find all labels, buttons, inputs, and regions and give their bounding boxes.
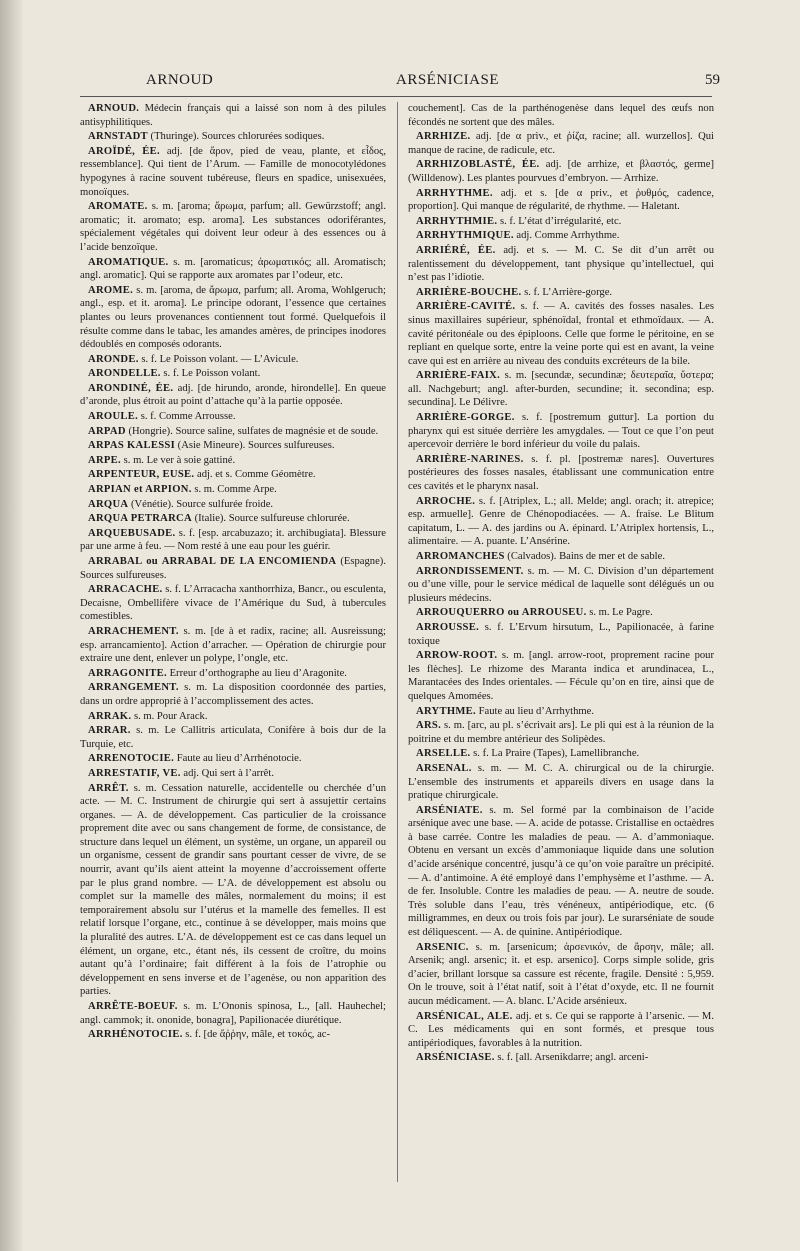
dictionary-entry [80, 145, 386, 199]
dictionary-entry [408, 804, 714, 940]
entry-definition: s. m. [aroma; ἄρωμα, parfum; all. Gewürzstoff; angl. aromatic; it. aromato; esp. aroma]. Les substances odoriférantes, spécialement végétales qui doivent leur odeur à des essences ou à l’acide benzoïque. [80, 201, 386, 253]
dictionary-entry [408, 606, 714, 620]
entry-headword: ARSENAL. [416, 762, 472, 774]
dictionary-entry [80, 382, 386, 409]
dictionary-entry [80, 367, 386, 381]
entry-headword: ARRIÈRE-BOUCHE. [416, 286, 522, 298]
entry-definition: s. f. La Praire (Tapes), Lamellibranche. [470, 748, 640, 760]
entry-definition: s. f. [esp. arcabuzazo; it. archibugiata]. Blessure par une arme à feu. — Nom resté à une eau pour les guérir. [80, 527, 386, 553]
entry-definition: s. f. pl. [postremæ nares]. Ouvertures postérieures des fosses nasales, établissant une communication entre ces cavités et le pharynx nasal. [408, 453, 714, 493]
dictionary-entry [408, 229, 714, 243]
right-column [408, 102, 714, 1066]
entry-definition: Faute au lieu d’Arrhénotocie. [174, 753, 302, 765]
dictionary-entry [80, 130, 386, 144]
entry-definition: (Calvados). Bains de mer et de sable. [504, 551, 665, 562]
page-number: 59 [705, 72, 720, 88]
entry-headword: ARRABAL ou ARRABAL DE LA ENCOMIENDA [88, 556, 337, 567]
entry-headword: ARRAR. [88, 725, 131, 737]
dictionary-entry [80, 102, 386, 129]
dictionary-entry [80, 625, 386, 666]
header-rule [80, 96, 712, 97]
entry-headword: ARYTHME. [416, 705, 476, 717]
dictionary-entry [408, 649, 714, 703]
dictionary-entry [408, 300, 714, 368]
entry-definition: couchement]. Cas de la parthénogenèse dans lequel des œufs non fécondés ne sortent que des mâles. [408, 103, 714, 128]
entry-definition: s. m. — M. C. A. chirurgical ou de la chirurgie. L’ensemble des instruments et appareils divers en usage dans la pratique chirurgicale. [408, 762, 714, 802]
entry-headword: AROMATIQUE. [88, 256, 169, 268]
header-right-guideword: ARSÉNICIASE [396, 72, 500, 88]
entry-headword: ARQUEBUSADE. [88, 527, 176, 539]
entry-definition: s. m. Le ver à soie gattiné. [121, 454, 236, 466]
entry-definition: s. m. Sel formé par la combinaison de l’acide arsénique avec une base. — A. acide de potasse. Cristallise en octaèdres à base carrée. Contre les maladies de peau. — A. d’ammoniaque. Obtenu en versant un excès d’ammoniaque liquide dans une solution d’acide arsénique concentré, jusqu’à ce qu’on voie paraître un précipité. — A. d’antimoine. A été employé dans l’emphysème et l’asthme. — A. de fer. Insoluble. Contre les maladies de peau. — A. neutre de soude. Très soluble dans l’eau, très vénéneux, antipériodique, etc. (6 milligrammes, en deux ou trois fois par jour). Le surarséniate de soude est déliquescent. — A. de quinine. Antipériodique. [408, 804, 714, 939]
entry-headword: ARPAD [88, 425, 126, 437]
entry-headword: ARRIÈRE-GORGE. [416, 412, 515, 424]
dictionary-entry [80, 681, 386, 708]
entry-definition: s. f. — A. cavités des fosses nasales. Les sinus maxillaires supérieur, sphénoïdal, frontal et ethmoïdaux. — A. cavité péritonéale ou des épiploons. Celle que forme le péritoine, en se repliant en quelque sorte, entre la veine porte qui est en avant, la veine cave qui est en arrière au niveau des conduits excréteurs de la bile. [408, 301, 714, 367]
entry-headword: ARONDE. [88, 353, 139, 365]
dictionary-entry [80, 439, 386, 453]
dictionary-entry [80, 583, 386, 624]
entry-headword: ARNSTADT [88, 131, 148, 143]
dictionary-entry [408, 565, 714, 606]
dictionary-entry [80, 498, 386, 512]
entry-headword: ARRACHEMENT. [88, 625, 179, 637]
dictionary-entry [408, 215, 714, 229]
entry-definition: s. m. [arc, au pl. s’écrivait ars]. Le pli qui est à la réunion de la poitrine et du membre antérieur des Solipèdes. [408, 720, 714, 745]
entry-headword: ARONDELLE. [88, 368, 161, 380]
dictionary-entry [80, 782, 386, 1000]
entry-definition: Faute au lieu d’Arrhythme. [476, 705, 594, 717]
entry-definition: s. m. L’Ononis spinosa, L., [all. Hauhechel; angl. cammok; it. ononide, bonagra], Papilionacée diurétique. [80, 1001, 386, 1026]
entry-definition: adj. Comme Arrhythme. [513, 230, 620, 242]
entry-headword: ARSÉNIATE. [416, 804, 483, 816]
dictionary-entry [80, 527, 386, 554]
entry-headword: ARRHÉNOTOCIE. [88, 1029, 183, 1041]
entry-definition: s. m. [de à et radix, racine; all. Ausreissung; esp. arrancamiento]. Action d’arracher. — Opération de chirurgie pour extraire une dent, enlever un polype, l’ongle, etc. [80, 625, 386, 665]
entry-headword: ARRIÈRE-CAVITÉ. [416, 301, 516, 313]
entry-headword: ARRONDISSEMENT. [416, 565, 524, 577]
dictionary-entry [80, 468, 386, 482]
dictionary-entry [408, 244, 714, 285]
entry-definition: adj. Qui sert à l’arrêt. [180, 767, 274, 779]
entry-headword: AROULE. [88, 411, 139, 423]
entry-headword: AROME. [88, 284, 134, 296]
entry-definition: adj. et s. [de α priv., et ῥυθμός, cadence, proportion]. Qui manque de régularité, de rhythme. — Haletant. [408, 187, 714, 213]
entry-headword: ARSÉNICIASE. [416, 1052, 495, 1064]
entry-headword: ARRACACHE. [88, 584, 163, 596]
entry-definition: Erreur d’orthographe au lieu d’Aragonite. [166, 667, 347, 679]
entry-definition: s. m. Le Callitris articulata, Conifère à bois dur de la Turquie, etc. [80, 725, 386, 750]
dictionary-entry [408, 453, 714, 494]
dictionary-entry [408, 747, 714, 761]
dictionary-entry [408, 941, 714, 1009]
dictionary-entry [80, 353, 386, 367]
dictionary-entry [80, 667, 386, 681]
column-divider [397, 102, 398, 1182]
entry-definition: adj. et s. Ce qui se rapporte à l’arsenic. — M. C. Les médicaments qui en sont formés, et presque tous antipériodiques, favorables à la nutrition. [408, 1010, 714, 1049]
entry-headword: ARROCHE. [416, 495, 476, 507]
dictionary-entry [80, 284, 386, 352]
entry-headword: ARRÊTE-BOEUF. [88, 1001, 178, 1012]
running-header [80, 72, 720, 98]
dictionary-entry [80, 1028, 386, 1042]
dictionary-entry [408, 411, 714, 452]
dictionary-entry [80, 752, 386, 766]
dictionary-entry [408, 621, 714, 648]
entry-headword: ARRIÉRÉ, ÉE. [416, 244, 496, 256]
entry-definition: (Espagne). Sources sulfureuses. [80, 556, 386, 581]
entry-headword: ARQUA PETRARCA [88, 513, 192, 525]
entry-headword: ARPAS KALESSI [88, 440, 176, 452]
entry-headword: AROÏDÉ, ÉE. [88, 145, 160, 157]
dictionary-entry [80, 425, 386, 439]
entry-headword: ARPIAN et ARPION. [88, 484, 192, 496]
entry-definition: s. f. Le Poisson volant. — L’Avicule. [138, 353, 299, 365]
entry-headword: ARSÉNICAL, ALE. [416, 1010, 513, 1022]
dictionary-entry [408, 762, 714, 803]
entry-headword: ARPE. [88, 454, 121, 466]
dictionary-entry [80, 512, 386, 526]
entry-headword: ARNOUD. [88, 103, 140, 114]
entry-headword: ARRIÈRE-FAIX. [416, 370, 501, 382]
entry-headword: ARROUSSE. [416, 621, 480, 633]
dictionary-entry [80, 256, 386, 283]
dictionary-entry [80, 483, 386, 497]
entry-definition: (Hongrie). Source saline, sulfates de magnésie et de soude. [125, 425, 379, 437]
entry-definition: (Thuringe). Sources chlorurées sodiques. [147, 131, 325, 143]
entry-headword: ARSENIC. [416, 941, 469, 953]
dictionary-entry [408, 369, 714, 410]
header-left-guideword: ARNOUD [146, 72, 214, 88]
dictionary-entry [80, 724, 386, 751]
dictionary-entry [408, 1051, 714, 1065]
entry-definition: adj. et s. — M. C. Se dit d’un arrêt ou ralentissement du développement, tant physique qu’intellectuel, qui n’est pas l’idiotie. [408, 244, 714, 284]
entry-headword: ARPENTEUR, EUSE. [88, 469, 195, 481]
entry-definition: Médecin français qui a laissé son nom à des pilules antisyphilitiques. [80, 103, 386, 128]
entry-definition: s. f. Le Poisson volant. [160, 368, 261, 380]
dictionary-entry [80, 200, 386, 254]
entry-headword: ARRÊT. [88, 782, 129, 794]
dictionary-entry [80, 454, 386, 468]
dictionary-entry [80, 1000, 386, 1027]
dictionary-entry [408, 705, 714, 719]
entry-headword: ARRAK. [88, 710, 132, 722]
dictionary-entry [80, 767, 386, 781]
entry-headword: ARQUA [88, 498, 129, 510]
entry-definition: s. m. Cessation naturelle, accidentelle ou cherchée d’un acte. — M. C. Instrument de chirurgie qui sert à assujettir certains organes. — A. de développement. Cas particulier de la croissance proprement dite avec ou sans changement de forme, de consistance, de structure dans lequel un élément, un système, un organe, un appareil ou un organisme, cessent de grandir sans pourtant cesser de vivre, de se nourrir, avant qu’ils aient atteint la moyenne d’accroissement offerte par le plus grand nombre. — L’A. de développement est absolu ou complet sur la mamelle des mâles, normalement du moins; il est temporairement absolu sur l’utérus et la mamelle des femelles. Il est relatif lorsque l’organe, etc., continue à se développer, mais moins que la pluralité des autres. L’A. de développement est ce cas dans lequel un élément, un organe, etc., étant nés, ils cessent de croître, du moins autant qu’à l’ordinaire; fait différent à la fois de l’atrophie ou développement en sens inverse et de l’agenèse, ou non apparition des parties. [80, 782, 386, 998]
entry-definition: s. f. [all. Arsenikdarre; angl. arceni- [494, 1052, 649, 1064]
entry-definition: s. m. [secundæ, secundinæ; δευτεραῖα, ὕστερα; all. Nachgeburt; angl. after-burden, secundine; it. secondina; esp. secundina]. Le Délivre. [408, 370, 714, 409]
entry-definition: adj. et s. Comme Géomètre. [194, 469, 316, 481]
dictionary-entry [408, 495, 714, 549]
entry-definition: adj. [de α priv., et ῥίζα, racine; all. wurzellos]. Qui manque de racine, de radicule, etc. [408, 131, 714, 156]
entry-definition: s. f. L’Ervum hirsutum, L., Papilionacée, à farine toxique [408, 621, 714, 647]
entry-headword: ARROW-ROOT. [416, 650, 498, 662]
entry-headword: ARRAGONITE. [88, 667, 167, 679]
entry-definition: s. m. Comme Arpe. [191, 484, 277, 496]
dictionary-entry [408, 1010, 714, 1051]
entry-definition: s. m. — M. C. Division d’un département ou d’une ville, pour le service médical de laquelle sont délégués un ou plusieurs médecins. [408, 565, 714, 604]
entry-definition: s. m. [aromaticus; ἀρωματικός; all. Aromatisch; angl. aromatic]. Qui se rapporte aux aromates par l’odeur, etc. [80, 256, 386, 282]
dictionary-entry [408, 719, 714, 746]
entry-definition: s. f. L’Arrière-gorge. [521, 286, 613, 298]
entry-headword: AROMATE. [88, 201, 148, 213]
entry-definition: adj. [de ἄρον, pied de veau, plante, et εἶδος, ressemblance]. Qui tient de l’Arum. — Famille de monocotylédones hypogynes à racine souvent tubéreuse, fleurs en spadice, unisexuées, monoïques. [80, 145, 386, 198]
entry-definition: s. m. La disposition coordonnée des parties, dans un ordre approprié à l’accomplissement des actes. [80, 682, 386, 707]
entry-definition: adj. [de arrhize, et βλαστός, germe] (Willdenow). Les plantes pourvues d’embryon. — Arrhize. [408, 159, 715, 184]
page-binding-edge [0, 0, 22, 1251]
entry-headword: ARRIÈRE-NARINES. [416, 453, 524, 465]
dictionary-entry [408, 286, 714, 300]
entry-definition: s. m. [arsenicum; ἀρσενικόν, de ἄρσην, mâle; all. Arsenik; angl. arsenic; it. et esp. arsenico]. Corps simple solide, gris d’acier, brillant lorsque sa cassure est récente, fragile. Densité : 5,959. On le trouve, soit à l’état natif, soit à l’état d’oxyde, etc. Il ne fournit aucun médicament. — A. blanc. L’Acide arsénieux. [408, 941, 714, 1007]
entry-headword: ARRHYTHME. [416, 187, 493, 199]
entry-headword: ARROUQUERRO ou ARROUSEU. [416, 607, 587, 619]
entry-headword: ARONDINÉ, ÉE. [88, 382, 174, 394]
entry-headword: ARRESTATIF, VE. [88, 767, 181, 779]
entry-headword: ARSELLE. [416, 748, 471, 760]
entry-definition: s. f. L’état d’irrégularité, etc. [497, 215, 622, 227]
entry-headword: ARRANGEMENT. [88, 682, 179, 694]
entry-definition: s. m. Pour Arack. [131, 710, 208, 722]
entry-headword: ARS. [416, 720, 442, 732]
entry-headword: ARRHIZE. [416, 131, 471, 143]
dictionary-entry [408, 102, 714, 129]
entry-definition: (Vénétie). Source sulfurée froide. [128, 498, 274, 510]
entry-definition: s. f. [postremum guttur]. La portion du pharynx qui est située derrière les amygdales. — Tout ce que l’on peut apercevoir derrière le bord inférieur du voile du palais. [408, 412, 714, 451]
entry-headword: ARRHYTHMIQUE. [416, 230, 514, 242]
entry-definition: (Asie Mineure). Sources sulfureuses. [175, 440, 335, 452]
entry-definition: (Italie). Source sulfureuse chlorurée. [191, 513, 350, 525]
dictionary-entry [80, 555, 386, 582]
entry-definition: s. f. Comme Arrousse. [138, 411, 236, 423]
entry-definition: s. m. [angl. arrow-root, proprement racine pour les flèches]. Le rhizome des Maranta indica et arundinacea, L., Marantacées des Indes orientales. — Fécule qu’on en tire, ainsi que de quelques Amomées. [408, 650, 714, 702]
entry-definition: s. f. [de ἄῤῥην, mâle, et τοκός, ac- [182, 1029, 331, 1041]
dictionary-entry [408, 550, 714, 564]
entry-headword: ARRHYTHMIE. [416, 215, 498, 227]
left-column [80, 102, 386, 1043]
entry-definition: s. f. L’Arracacha xanthorrhiza, Bancr., ou esculenta, Decaisne, Ombellifère vivace de l’Amérique du Sud, à tubercules comestibles. [80, 584, 386, 623]
dictionary-entry [408, 187, 714, 214]
entry-headword: ARRHIZOBLASTÉ, ÉE. [416, 159, 540, 171]
entry-definition: s. f. [Atriplex, L.; all. Melde; angl. orach; it. atrepice; esp. armuelle]. Genre de Chénopodiacées. — A. fraise. Le Blitum capitatum, L. — A. des jardins ou A. épinard. L’Atriplex hortensis, L., alimentaire. — A. puante. L’Ansérine. [408, 495, 714, 548]
entry-headword: ARROMANCHES [416, 551, 505, 562]
dictionary-entry [408, 130, 714, 157]
entry-definition: s. m. Le Pagre. [586, 607, 653, 619]
dictionary-entry [408, 158, 714, 185]
entry-headword: ARRENOTOCIE. [88, 753, 175, 765]
entry-definition: s. m. [aroma, de ἄρωμα, parfum; all. Aroma, Wohlgeruch; angl., esp. et it. aroma]. Le principe odorant, l’essence que certaines plantes ou leurs provenances contiennent tout formé. Quelquefois il résulte comme dans le tabac, les amandes amères, de principes inodores dédoublés en composés odorants. [80, 284, 386, 351]
dictionary-entry [80, 710, 386, 724]
dictionary-entry [80, 410, 386, 424]
entry-definition: adj. [de hirundo, aronde, hirondelle]. En queue d’aronde, plus étroit au point d’attache qu’à la partie opposée. [80, 382, 386, 408]
